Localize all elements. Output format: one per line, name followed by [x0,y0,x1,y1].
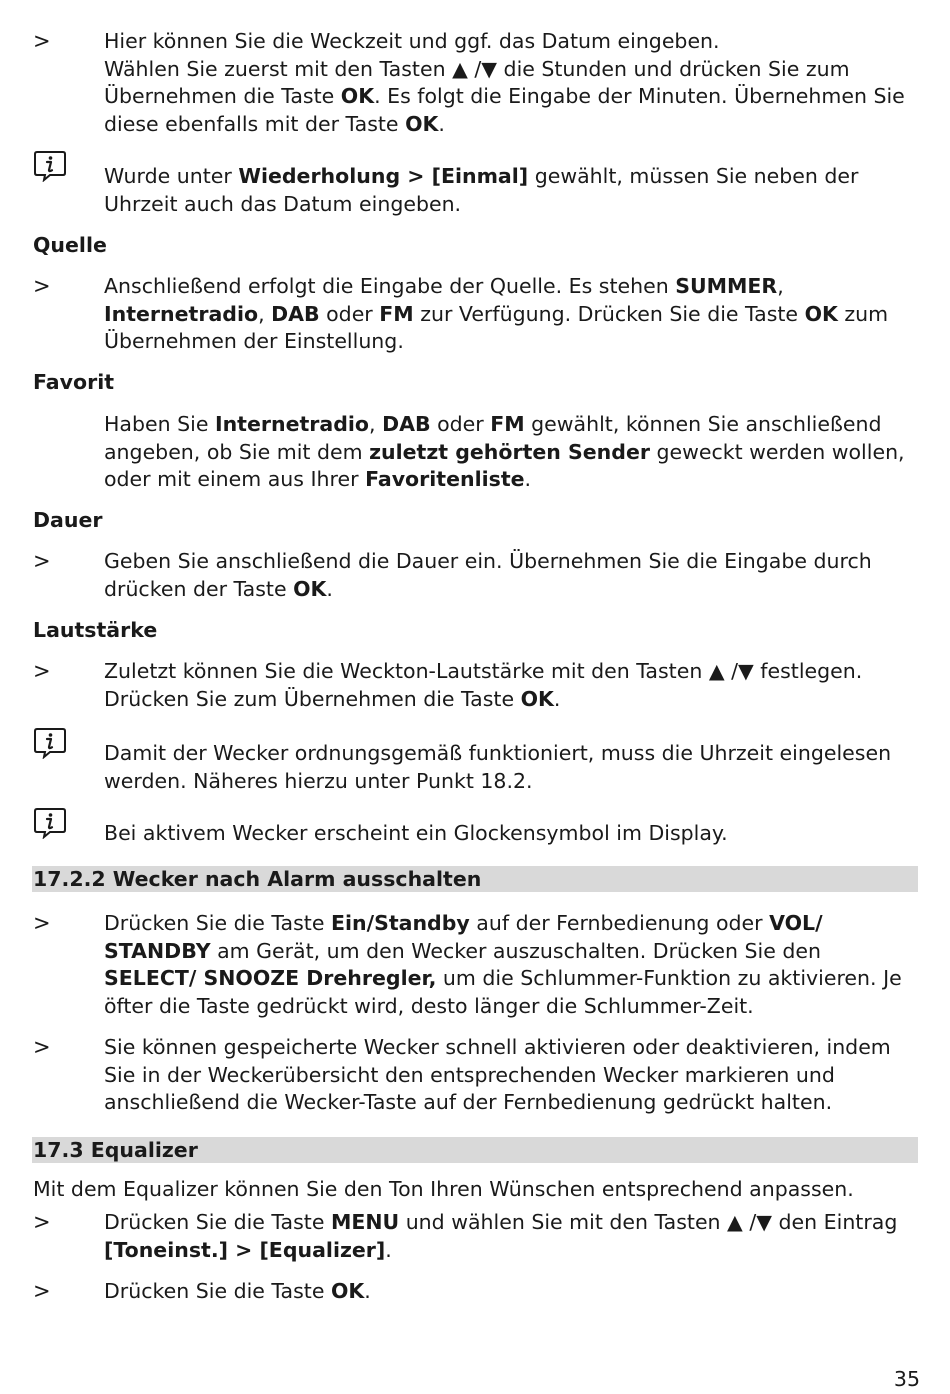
section-heading-17-3: 17.3 Equalizer [32,1137,918,1163]
paragraph-equalizer: Mit dem Equalizer können Sie den Ton Ihren Wünschen entsprechend anpassen. [33,1177,854,1201]
note-text: Wurde unter Wiederholung > [Einmal] gewählt, müssen Sie neben der Uhrzeit auch das Datum eingeben. [104,164,859,216]
instruction-text: Drücken Sie die Taste Ein/Standby auf der Fernbedienung oder VOL/ STANDBY am Gerät, um den Wecker auszuschalten. Drücken Sie den SELECT/ SNOOZE Drehregler, um die Schlummer-Funktion zu aktivieren. Je öfter die Taste gedrückt wird, desto länger die Schlummer-Zeit. [104,911,902,1018]
step-marker: > [33,1035,51,1059]
heading-dauer: Dauer [33,508,103,532]
step-marker: > [33,1210,51,1234]
instruction-text: Drücken Sie die Taste OK. [104,1279,371,1303]
step-marker: > [33,911,51,935]
page-number: 35 [893,1367,920,1391]
paragraph-text: Haben Sie Internetradio, DAB oder FM gewählt, können Sie anschließend angeben, ob Sie mit dem zuletzt gehörten Sender geweckt werden wollen, oder mit einem aus Ihrer Favoritenliste. [104,412,905,491]
step-marker: > [33,659,51,683]
instruction-text: Hier können Sie die Weckzeit und ggf. das Datum eingeben. Wählen Sie zuerst mit den Tasten ▲ /▼ die Stunden und drücken Sie zum Übernehmen die Taste OK. Es folgt die Eingabe der Minuten. Übernehmen Sie diese ebenfalls mit der Taste OK. [104,29,905,136]
info-icon [33,807,67,839]
info-icon [33,727,67,759]
instruction-text: Drücken Sie die Taste MENU und wählen Sie mit den Tasten ▲ /▼ den Eintrag [Toneinst.] > [Equalizer]. [104,1210,898,1262]
instruction-text: Geben Sie anschließend die Dauer ein. Übernehmen Sie die Eingabe durch drücken der Taste OK. [104,549,872,601]
note-text: Bei aktivem Wecker erscheint ein Glockensymbol im Display. [104,821,728,845]
heading-quelle: Quelle [33,233,107,257]
note-text: Damit der Wecker ordnungsgemäß funktioniert, muss die Uhrzeit eingelesen werden. Näheres hierzu unter Punkt 18.2. [104,741,892,793]
step-marker: > [33,549,51,573]
step-marker: > [33,29,51,53]
instruction-text: Anschließend erfolgt die Eingabe der Quelle. Es stehen SUMMER, Internetradio, DAB oder FM zur Verfügung. Drücken Sie die Taste OK zum Übernehmen der Einstellung. [104,274,889,353]
heading-lautstaerke: Lautstärke [33,618,158,642]
instruction-text: Sie können gespeicherte Wecker schnell aktivieren oder deaktivieren, indem Sie in der Weckerübersicht den entsprechenden Wecker markieren und anschließend die Wecker-Taste auf der Fernbedienung gedrückt halten. [104,1035,891,1114]
section-heading-17-2-2: 17.2.2 Wecker nach Alarm ausschalten [32,866,918,892]
step-marker: > [33,1279,51,1303]
instruction-text: Zuletzt können Sie die Weckton-Lautstärke mit den Tasten ▲ /▼ festlegen. Drücken Sie zum Übernehmen die Taste OK. [104,659,863,711]
heading-favorit: Favorit [33,370,115,394]
info-icon [33,150,67,182]
step-marker: > [33,274,51,298]
